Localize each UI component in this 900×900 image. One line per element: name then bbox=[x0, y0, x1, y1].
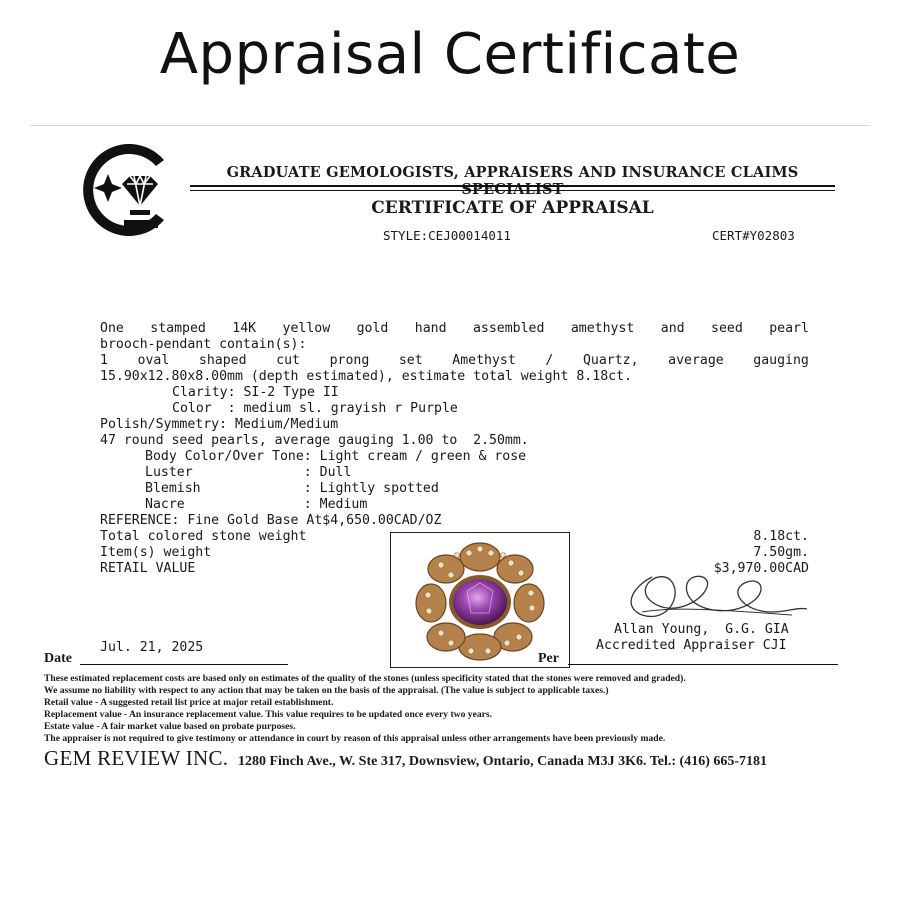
word: average bbox=[668, 353, 724, 368]
certificate-heading: CERTIFICATE OF APPRAISAL bbox=[371, 198, 654, 218]
pearls-line: 47 round seed pearls, average gauging 1.00 to 2.50mm. bbox=[100, 433, 529, 448]
word: amethyst bbox=[570, 321, 635, 336]
gem-logo-icon bbox=[72, 140, 172, 240]
polish-line: Polish/Symmetry: Medium/Medium bbox=[100, 417, 339, 432]
clarity-line: Clarity: SI-2 Type II bbox=[172, 385, 339, 400]
signature-scribble-icon bbox=[612, 557, 822, 627]
stone-weight-label: Total colored stone weight bbox=[100, 529, 307, 544]
disclaimer-line: The appraiser is not required to give testimony or attendance in court by reason of this appraisal unless other arrangements have been previously made. bbox=[44, 733, 666, 744]
word: seed bbox=[711, 321, 743, 336]
page-title: Appraisal Certificate bbox=[159, 22, 741, 87]
company-address: 1280 Finch Ave., W. Ste 317, Downsview, Ontario, Canada M3J 3K6. Tel.: (416) 665-7181 bbox=[237, 754, 768, 769]
per-signature-line bbox=[568, 664, 838, 665]
word: hand bbox=[414, 321, 447, 336]
disclaimer-line: These estimated replacement costs are based only on estimates of the quality of the stones (unless specificity stated that the stones were removed and graded). bbox=[44, 673, 686, 684]
description-line-3 bbox=[100, 353, 809, 369]
date-signature-line bbox=[80, 664, 288, 665]
company-name: GEM REVIEW INC. bbox=[44, 746, 229, 770]
disclaimer-line: Replacement value - An insurance replacement value. This value requires to be updated once every two years. bbox=[44, 709, 493, 720]
word: and bbox=[660, 321, 685, 336]
disclaimer-line: Retail value - A suggested retail list price at major retail establishment. bbox=[44, 697, 334, 708]
word: shaped bbox=[198, 353, 247, 368]
description-line-4: 15.90x12.80x8.00mm (depth estimated), estimate total weight 8.18ct. bbox=[100, 369, 632, 384]
appraiser-name: Allan Young, G.G. GIA bbox=[614, 622, 789, 637]
word: assembled bbox=[472, 321, 545, 336]
footer bbox=[44, 746, 767, 771]
word: yellow bbox=[282, 321, 331, 336]
color-line: Color : medium sl. grayish r Purple bbox=[172, 401, 458, 416]
retail-value: $3,970.00CAD bbox=[713, 561, 809, 576]
disclaimer-line: We assume no liability with respect to any action that may be taken on the basis of the appraisal. (The value is subject to applicable taxes.) bbox=[44, 685, 609, 696]
word: gold bbox=[356, 321, 389, 336]
stone-weight-value: 8.18ct. bbox=[753, 529, 809, 544]
item-photo bbox=[390, 532, 570, 668]
word: prong bbox=[329, 353, 370, 368]
divider bbox=[190, 190, 835, 191]
per-label: Per bbox=[538, 651, 559, 666]
item-weight-value: 7.50gm. bbox=[753, 545, 809, 560]
word: 1 bbox=[100, 353, 108, 368]
item-weight-label: Item(s) weight bbox=[100, 545, 212, 560]
word: Amethyst bbox=[452, 353, 516, 368]
blemish-line: Blemish : Lightly spotted bbox=[145, 481, 439, 496]
retail-value-label: RETAIL VALUE bbox=[100, 561, 196, 576]
organization-name: GRADUATE GEMOLOGISTS, APPRAISERS AND INSURANCE CLAIMS SPECIALIST bbox=[226, 164, 799, 198]
word: One bbox=[100, 321, 124, 336]
word: pearl bbox=[769, 321, 809, 336]
word: Quartz, bbox=[582, 353, 639, 368]
style-number: STYLE:CEJ00014011 bbox=[383, 228, 511, 243]
word: 14K bbox=[232, 321, 257, 336]
description-line-2: brooch-pendant contain(s): bbox=[100, 337, 307, 352]
divider bbox=[190, 185, 835, 187]
date-value: Jul. 21, 2025 bbox=[100, 640, 204, 655]
certificate-number: CERT#Y02803 bbox=[712, 228, 795, 243]
nacre-line: Nacre : Medium bbox=[145, 497, 368, 512]
luster-line: Luster : Dull bbox=[145, 465, 352, 480]
word: gauging bbox=[753, 353, 809, 368]
date-label: Date bbox=[44, 651, 72, 666]
word: / bbox=[545, 353, 554, 368]
brooch-image bbox=[391, 533, 569, 667]
word: oval bbox=[137, 353, 170, 368]
disclaimer-line: Estate value - A fair market value based on probate purposes. bbox=[44, 721, 296, 732]
description-line-1 bbox=[100, 321, 809, 337]
body-color-line: Body Color/Over Tone: Light cream / green & rose bbox=[145, 449, 527, 464]
word: cut bbox=[276, 353, 300, 368]
divider bbox=[30, 125, 870, 126]
word: set bbox=[398, 353, 423, 368]
reference-line: REFERENCE: Fine Gold Base At$4,650.00CAD/OZ bbox=[100, 513, 442, 528]
appraiser-title: Accredited Appraiser CJI bbox=[596, 638, 787, 653]
word: stamped bbox=[150, 321, 206, 336]
